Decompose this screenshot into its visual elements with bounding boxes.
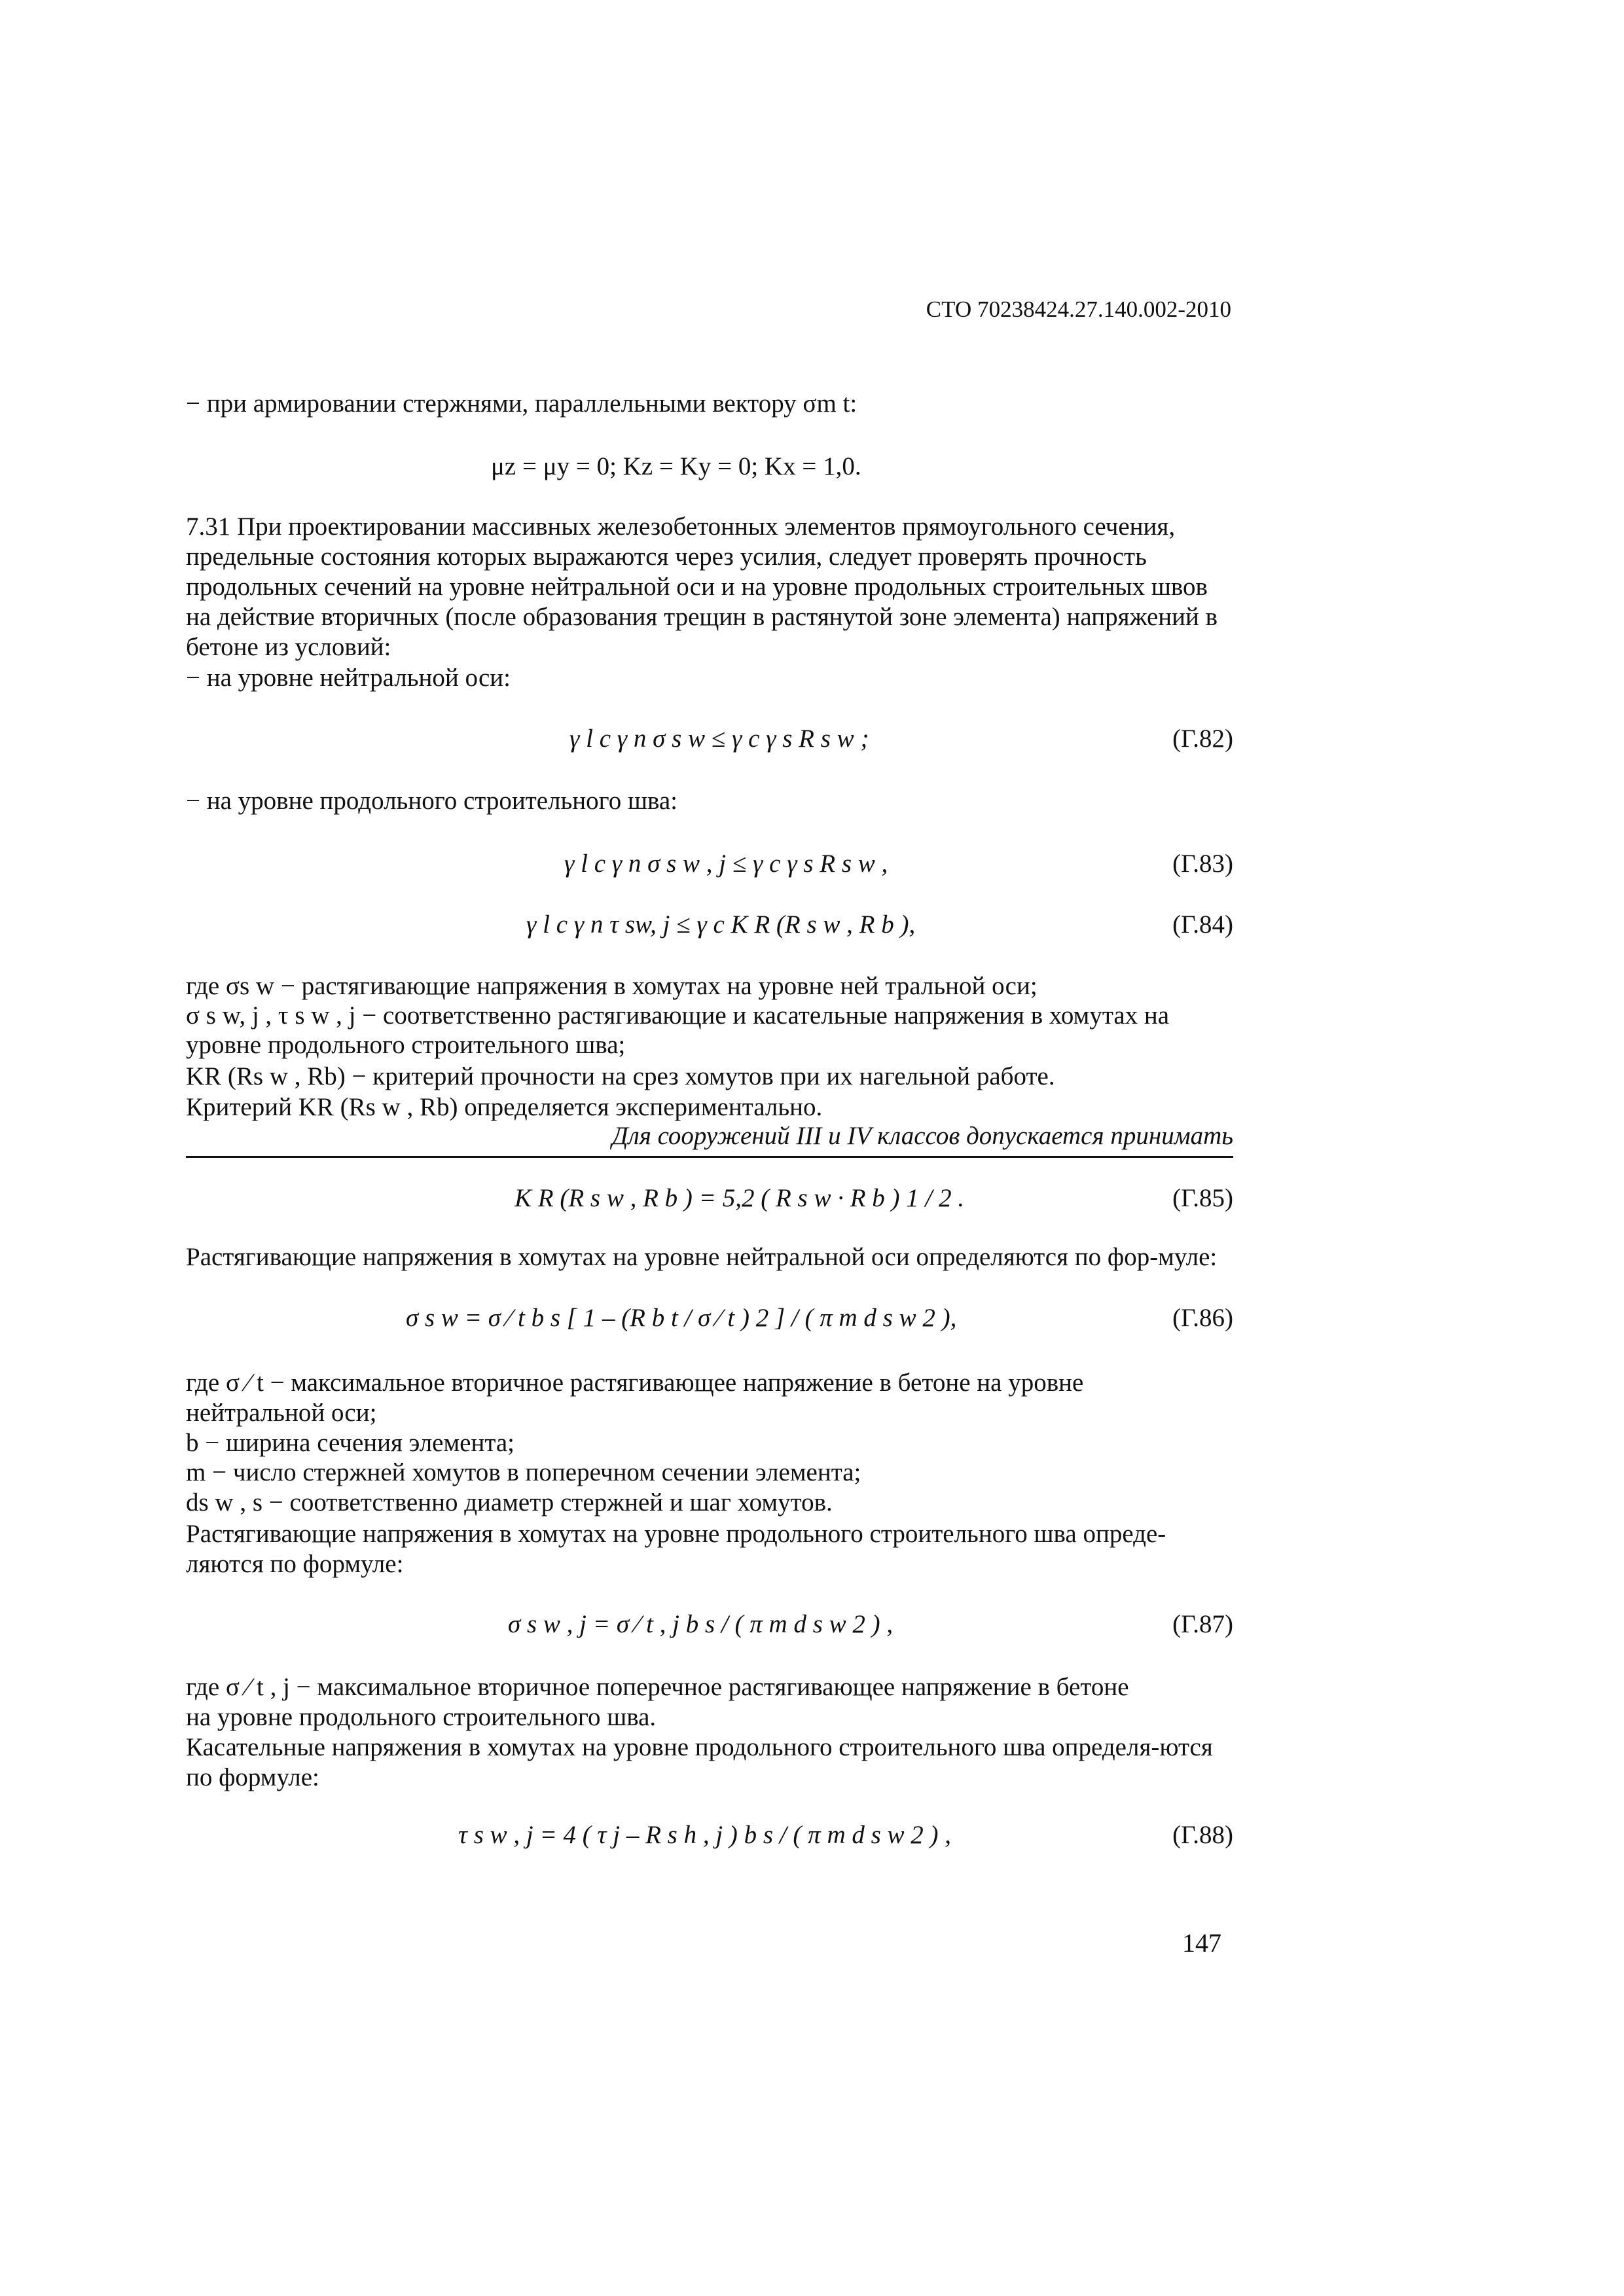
g87-intro: Растягивающие напряжения в хомутах на уровне продольного строительного шва опреде-ляются по формуле: <box>186 1520 1166 1578</box>
definition-line: b − ширина сечения элемента; <box>186 1429 515 1457</box>
definition-line: на уровне продольного строительного шва. <box>186 1703 657 1731</box>
g88-intro: Касательные напряжения в хомутах на уровне продольного строительного шва определя-ются по формуле: <box>186 1733 1213 1791</box>
equation-g87-number: (Г.87) <box>1172 1610 1233 1638</box>
equation-g84 <box>186 910 1233 949</box>
class-note: Для сооружений III и IV классов допускается принимать <box>611 1122 1233 1150</box>
definition-line: m − число стержней хомутов в поперечном сечении элемента; <box>186 1458 861 1486</box>
page-number: 147 <box>1182 1928 1221 1958</box>
equation-g85-formula: K R (R s w , R b ) = 5,2 ( R s w · R b ) 1 / 2 . <box>514 1184 965 1212</box>
definition-line: где σ ⁄ t − максимальное вторичное растягивающее напряжение в бетоне на уровне <box>186 1369 1084 1397</box>
equation-g82-number: (Г.82) <box>1172 725 1233 753</box>
equation-g82-formula: γ l c γ n σ s w ≤ γ c γ s R s w ; <box>569 725 869 753</box>
clause-7-31: 7.31 При проектировании массивных железобетонных элементов прямоугольного сечения, предельные состояния которых выражаются через усилия, следует проверять прочность продольных сечений на уровне нейтральной оси и на уровне продольных строительных швов на действие вторичных (после образования трещин в растянутой зоне элемента) напряжений в бетоне из условий: <box>186 512 1218 661</box>
equation-g84-formula: γ l c γ n τ sw, j ≤ γ c K R (R s w , R b ), <box>526 910 916 939</box>
equation-g86 <box>186 1303 1233 1342</box>
equation-g86-formula: σ s w = σ ⁄ t b s [ 1 – (R b t / σ ⁄ t ) 2 ] / ( π m d s w 2 ), <box>406 1304 957 1332</box>
equation-g87-formula: σ s w , j = σ ⁄ t , j b s / ( π m d s w 2 ) , <box>508 1610 893 1638</box>
definition-line: где σ ⁄ t , j − максимальное вторичное поперечное растягивающее напряжение в бетоне <box>186 1673 1129 1701</box>
equation-g84-number: (Г.84) <box>1172 910 1233 939</box>
seam-label: − на уровне продольного строительного шва: <box>186 787 678 815</box>
neutral-axis-label: − на уровне нейтральной оси: <box>186 664 511 692</box>
equation-mu-k-formula: μz = μy = 0; Kz = Ky = 0; Kx = 1,0. <box>491 452 861 480</box>
g86-intro: Растягивающие напряжения в хомутах на уровне нейтральной оси определяются по фор-муле: <box>186 1243 1218 1271</box>
equation-mu-k <box>186 452 1233 491</box>
equation-g83-number: (Г.83) <box>1172 850 1233 878</box>
definition-line: где σs w − растягивающие напряжения в хомутах на уровне ней тральной оси; <box>186 972 1038 1000</box>
definition-line: Критерий KR (Rs w , Rb) определяется экспериментально. <box>186 1093 823 1121</box>
equation-g83-formula: γ l c γ n σ s w , j ≤ γ c γ s R s w , <box>564 850 888 878</box>
definition-line: уровне продольного строительного шва; <box>186 1031 626 1059</box>
reinforcement-case-text: − при армировании стержнями, параллельными вектору σm t: <box>186 389 857 418</box>
equation-g86-number: (Г.86) <box>1172 1304 1233 1332</box>
definition-line: KR (Rs w , Rb) − критерий прочности на срез хомутов при их нагельной работе. <box>186 1062 1055 1090</box>
equation-g85 <box>186 1183 1233 1223</box>
equation-g82 <box>186 724 1233 763</box>
horizontal-rule <box>186 1156 1233 1158</box>
document-code: СТО 70238424.27.140.002-2010 <box>926 296 1231 322</box>
equation-g87 <box>186 1609 1233 1649</box>
equation-g85-number: (Г.85) <box>1172 1184 1233 1212</box>
definition-line: ds w , s − соответственно диаметр стержней и шаг хомутов. <box>186 1488 833 1516</box>
equation-g88 <box>186 1820 1233 1859</box>
equation-g88-number: (Г.88) <box>1172 1821 1233 1849</box>
equation-g88-formula: τ s w , j = 4 ( τ j – R s h , j ) b s / ( π m d s w 2 ) , <box>458 1821 952 1849</box>
equation-g83 <box>186 849 1233 888</box>
definition-line: σ s w, j , τ s w , j − соответственно растягивающие и касательные напряжения в хомутах на <box>186 1001 1170 1030</box>
definition-line: нейтральной оси; <box>186 1399 377 1427</box>
